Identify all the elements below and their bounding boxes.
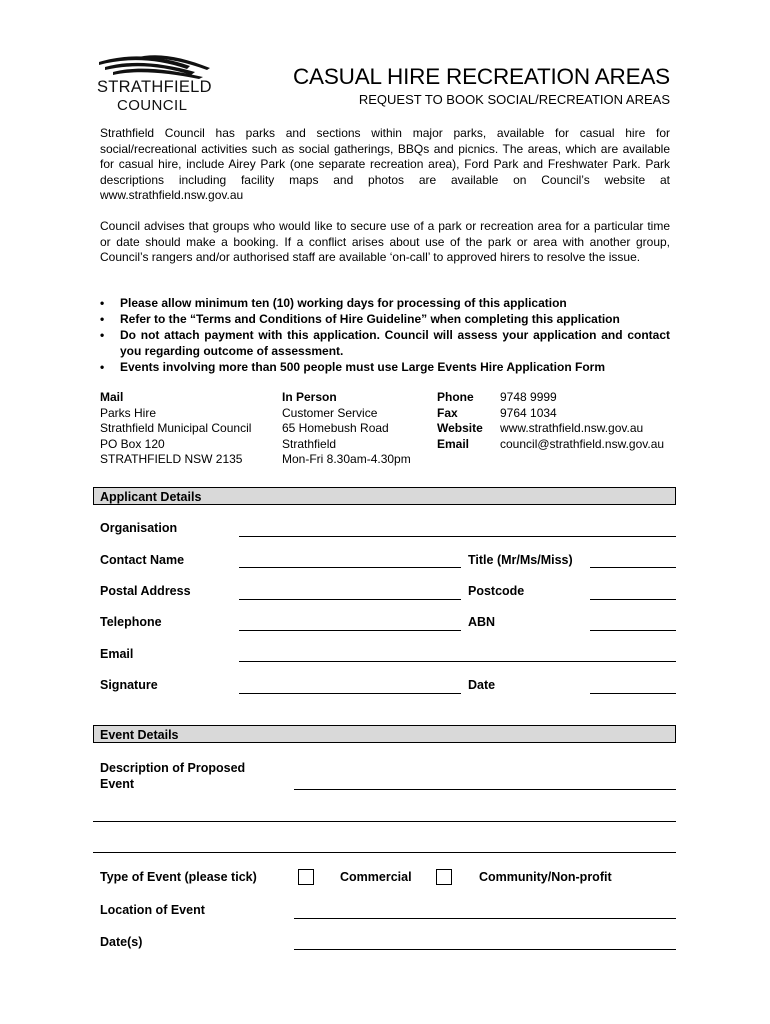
list-item: • Do not attach payment with this application. Council will assess your application and contact you regarding outcome of assessment. [100, 328, 670, 358]
list-item: • Refer to the “Terms and Conditions of Hire Guideline” when completing this application [100, 312, 620, 326]
abn-label: ABN [468, 615, 496, 629]
strathfield-council-logo [95, 52, 215, 118]
email-field-label: Email [100, 647, 134, 661]
abn-field[interactable] [590, 630, 676, 631]
event-details-heading: Event Details [93, 725, 676, 743]
commercial-checkbox[interactable] [298, 869, 314, 885]
organisation-field[interactable] [239, 536, 676, 537]
mail-line: PO Box 120 [100, 436, 165, 451]
contact-labels [437, 390, 483, 452]
list-item: • Please allow minimum ten (10) working days for processing of this application [100, 296, 567, 310]
phone-value: 9748 9999 [500, 390, 557, 404]
contact-name-label: Contact Name [100, 553, 185, 567]
mail-line: Parks Hire [100, 405, 157, 420]
in-person-line: Customer Service [282, 405, 378, 420]
instructions-list [100, 295, 670, 375]
website-link[interactable]: www.strathfield.nsw.gov.au [500, 421, 644, 436]
fax-label: Fax [437, 405, 458, 420]
contact-mail [100, 390, 251, 468]
telephone-field[interactable] [239, 630, 461, 631]
logo-name-line2: COUNCIL [117, 97, 188, 114]
email-field[interactable] [239, 661, 676, 662]
email-link[interactable]: council@strathfield.nsw.gov.au [500, 436, 665, 451]
postcode-label: Postcode [468, 584, 525, 598]
page-subtitle: REQUEST TO BOOK SOCIAL/RECREATION AREAS [358, 92, 670, 107]
postcode-field[interactable] [590, 599, 676, 600]
community-checkbox[interactable] [436, 869, 452, 885]
in-person-line: Mon-Fri 8.30am-4.30pm [282, 452, 411, 467]
mail-heading: Mail [100, 390, 124, 404]
date-label: Date [468, 678, 496, 692]
description-label: Description of Proposed Event [100, 761, 246, 791]
mail-line: Strathfield Municipal Council [100, 421, 252, 436]
phone-label: Phone [437, 390, 474, 404]
intro-paragraph-1: Strathfield Council has parks and sections within major parks, available for casual hire for social/recreational activities such as social gatherings, BBQs and picnics. The areas, which are available for casual hire, include Airey Park (one separate recreation area), Ford Park and Freshwater Park. Park descriptions including facility maps and photos are available on Council’s website at www.strathfield.nsw.gov.au [100, 126, 670, 203]
dates-label: Date(s) [100, 935, 143, 949]
fax-value: 9764 1034 [500, 405, 557, 420]
page-title: CASUAL HIRE RECREATION AREAS [293, 64, 670, 89]
location-field[interactable] [294, 918, 676, 919]
list-item: • Events involving more than 500 people must use Large Events Hire Application Form [100, 360, 606, 374]
applicant-details-heading: Applicant Details [93, 487, 676, 505]
dates-field[interactable] [294, 949, 676, 950]
email-label: Email [437, 436, 470, 451]
type-of-event-label: Type of Event (please tick) [100, 870, 257, 884]
description-field-line[interactable] [294, 789, 676, 790]
contact-name-field[interactable] [239, 567, 461, 568]
title-field[interactable] [590, 567, 676, 568]
community-label: Community/Non-profit [479, 870, 612, 884]
telephone-label: Telephone [100, 615, 162, 629]
website-label: Website [437, 421, 483, 436]
logo-name-line1: STRATHFIELD [97, 78, 212, 96]
organisation-label: Organisation [100, 521, 178, 535]
title-label: Title (Mr/Ms/Miss) [468, 553, 573, 567]
intro-paragraph-2: Council advises that groups who would like to secure use of a park or recreation area for a particular time or date should make a booking. If a conflict arises about use of the park or area with another group, Council’s rangers and/or authorised staff are available ‘on-call’ to approved hirers to resolve the issue. [100, 219, 670, 265]
postal-address-label: Postal Address [100, 584, 191, 598]
description-field-line[interactable] [93, 852, 676, 853]
mail-line: STRATHFIELD NSW 2135 [100, 452, 243, 467]
commercial-label: Commercial [340, 870, 412, 884]
location-label: Location of Event [100, 903, 205, 917]
signature-field[interactable] [239, 693, 461, 694]
date-field[interactable] [590, 693, 676, 694]
signature-label: Signature [100, 678, 158, 692]
in-person-line: Strathfield [282, 436, 337, 451]
in-person-heading: In Person [282, 390, 337, 404]
contact-in-person [282, 390, 411, 468]
postal-address-field[interactable] [239, 599, 461, 600]
in-person-line: 65 Homebush Road [282, 421, 389, 436]
description-field-line[interactable] [93, 821, 676, 822]
contact-values [500, 390, 664, 452]
